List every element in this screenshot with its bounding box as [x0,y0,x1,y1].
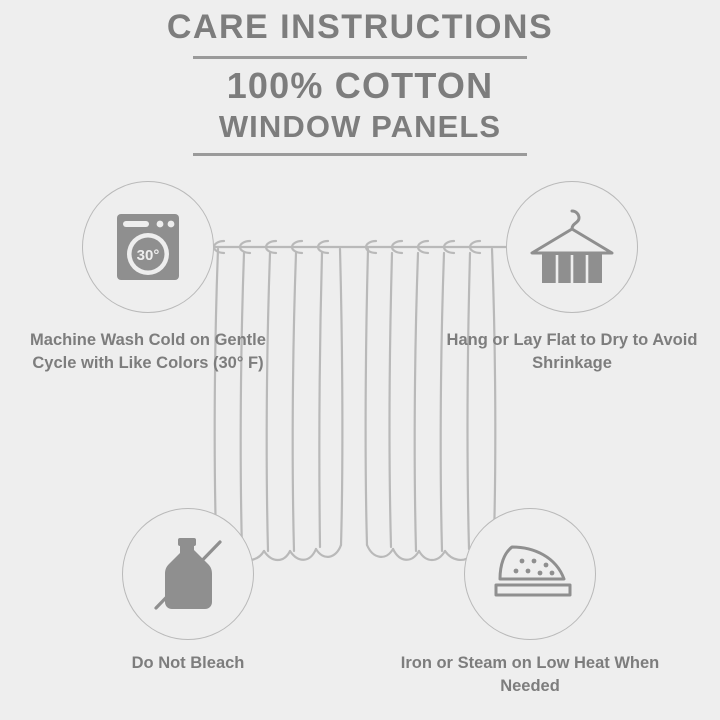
machine-wash-circle [82,181,214,313]
hang-dry-circle [506,181,638,313]
care-item-machine-wash [13,181,283,376]
no-bleach-circle [122,508,254,640]
header-block [0,8,720,156]
title-divider-bottom [193,153,527,156]
page-title: CARE INSTRUCTIONS [166,8,554,46]
no-bleach-icon [142,528,234,620]
iron-icon [482,531,578,617]
title-divider-top [193,56,527,59]
care-item-hang-dry [437,181,707,376]
clothes-hanger-icon [524,203,620,291]
care-item-no-bleach [53,508,323,675]
subtitle-line-1: 100% COTTON [226,65,494,107]
wash-temperature-badge: 30° [136,247,160,264]
subtitle-line-2: WINDOW PANELS [218,108,502,144]
washing-machine-icon [105,204,191,290]
iron-circle [464,508,596,640]
no-bleach-caption: Do Not Bleach [131,654,245,672]
iron-caption: Iron or Steam on Low Heat When Needed [400,654,660,696]
care-item-iron [395,508,665,699]
machine-wash-caption: Machine Wash Cold on Gentle Cycle with Like Colors (30° F) [30,331,266,373]
hang-dry-caption: Hang or Lay Flat to Dry to Avoid Shrinkage [446,331,698,373]
